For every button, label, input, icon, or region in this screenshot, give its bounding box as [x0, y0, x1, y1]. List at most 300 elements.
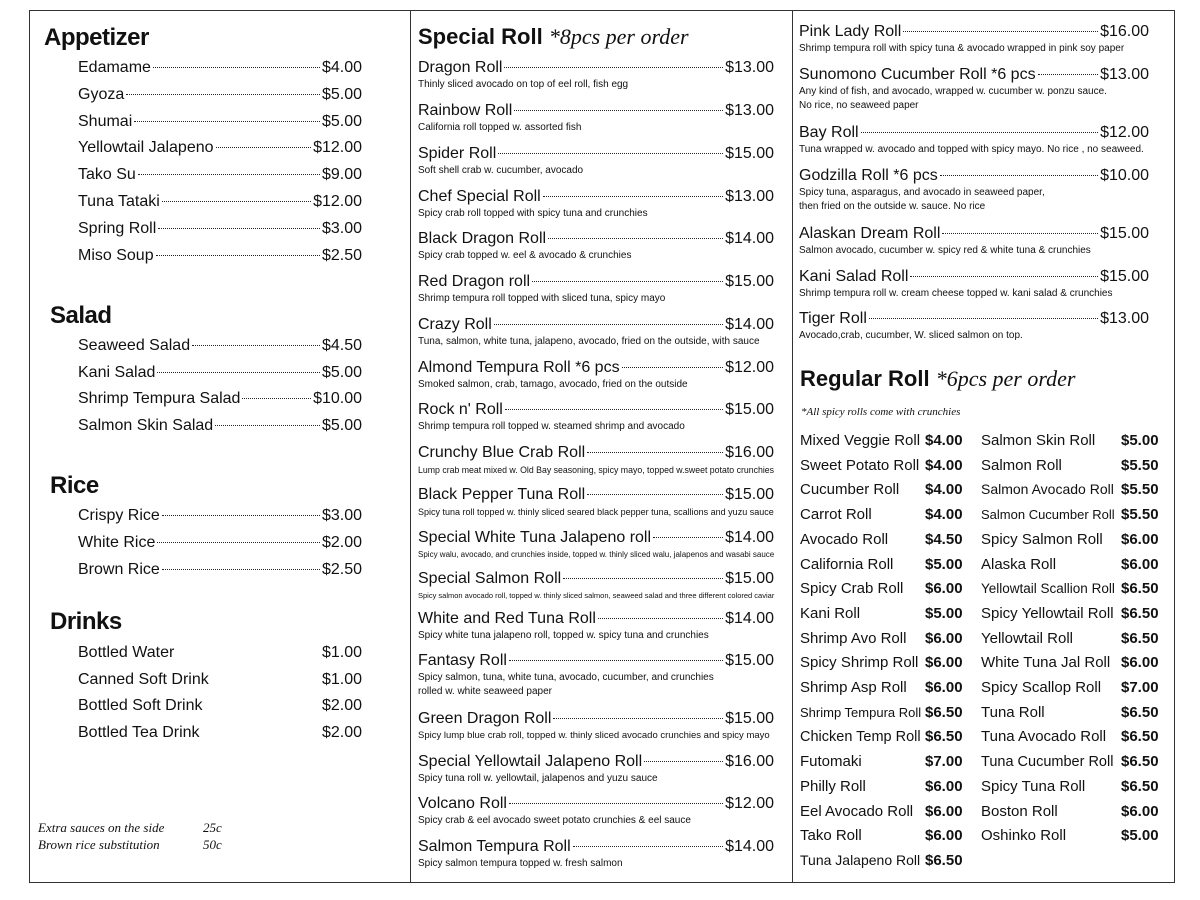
item-name: Futomaki [800, 753, 862, 771]
item-price: $15.00 [725, 710, 774, 727]
item-name: Tiger Roll [799, 310, 867, 327]
menu-item [418, 652, 774, 670]
heading-text: Regular Roll [800, 366, 930, 391]
menu-item [799, 124, 1149, 142]
item-name: Salmon Skin Roll [981, 432, 1096, 449]
item-price: $6.50 [925, 728, 963, 746]
item-price: $16.00 [725, 444, 774, 461]
dot-leader [587, 494, 723, 495]
item-price: $15.00 [725, 652, 774, 669]
regular-roll-item [981, 604, 1159, 622]
item-price: $14.00 [725, 610, 774, 627]
item-name: Mixed Veggie Roll [800, 432, 921, 449]
regular-roll-item [981, 580, 1159, 598]
item-price: $6.00 [925, 827, 963, 845]
item-name: Bottled Soft Drink [78, 697, 203, 715]
item-price: $13.00 [725, 59, 774, 76]
item-price: $5.00 [321, 417, 362, 435]
roll-description: then fried on the outside w. sauce. No rice [799, 201, 986, 212]
dot-leader [162, 201, 311, 202]
item-name: Kani Salad [78, 363, 156, 381]
item-name: Shrimp Tempura Roll [800, 704, 922, 720]
item-price: $5.00 [925, 555, 963, 573]
regular-roll-item [800, 456, 963, 474]
item-price: $2.00 [321, 724, 362, 742]
appetizer-heading: Appetizer [44, 24, 149, 51]
menu-item [418, 188, 774, 206]
item-name: Philly Roll [800, 777, 866, 795]
item-name: Pink Lady Roll [799, 23, 902, 40]
regular-roll-item [800, 703, 963, 721]
dot-leader [644, 761, 723, 762]
item-name: White Tuna Jal Roll [981, 654, 1111, 672]
column-right [793, 10, 1175, 883]
menu-item [78, 507, 362, 525]
menu-item [418, 795, 774, 813]
special-roll [418, 230, 774, 262]
menu-item [78, 390, 362, 408]
menu-item [799, 268, 1149, 286]
item-price: $15.00 [725, 570, 774, 587]
item-name: Crispy Rice [78, 507, 160, 524]
dot-leader [903, 31, 1098, 32]
roll-description: Spicy tuna roll topped w. thinly sliced seared black pepper tuna, scallions and yuzu sauce [418, 507, 774, 517]
special-roll [418, 59, 774, 91]
dot-leader [563, 578, 723, 579]
roll-description: Lump crab meat mixed w. Old Bay seasoning, spicy mayo, topped w.sweet potato crunchies [418, 465, 775, 475]
item-name: Bay Roll [799, 124, 859, 141]
special-roll [799, 225, 1149, 257]
menu-item [78, 59, 362, 77]
item-price: $2.50 [321, 246, 362, 264]
menu-item [78, 139, 362, 157]
roll-description: Soft shell crab w. cucumber, avocado [418, 165, 584, 176]
special-roll [418, 652, 774, 698]
item-price: $7.00 [925, 753, 963, 771]
footnote [38, 820, 222, 836]
item-name: Salmon Avocado Roll [981, 481, 1114, 498]
dot-leader [942, 233, 1098, 234]
regular-roll-item [800, 530, 963, 548]
menu-item [78, 86, 362, 104]
roll-description: Thinly sliced avocado on top of eel roll, fish egg [418, 79, 629, 90]
special-roll [418, 753, 774, 785]
menu-item [799, 23, 1149, 41]
item-price: $15.00 [1100, 268, 1149, 285]
dot-leader [216, 147, 312, 148]
item-price: $13.00 [725, 188, 774, 205]
item-price: $5.00 [321, 85, 362, 103]
item-name: Shrimp Tempura Salad [78, 390, 241, 408]
menu-item [799, 310, 1149, 328]
heading-subtitle: *6pcs per order [935, 366, 1076, 391]
item-name: Spicy Tuna Roll [981, 777, 1086, 795]
dot-leader [157, 542, 320, 543]
regular-roll-item [981, 456, 1159, 474]
special-roll [418, 838, 774, 870]
dot-leader [514, 110, 723, 111]
item-price: $5.00 [321, 112, 362, 130]
item-name: Spicy Salmon Roll [981, 530, 1103, 548]
item-name: Tuna Roll [981, 703, 1045, 721]
dot-leader [509, 660, 723, 661]
special-roll [799, 268, 1149, 300]
menu-item [418, 102, 774, 120]
footnote-text: Brown rice substitution [38, 837, 160, 852]
regular-roll-item [800, 481, 963, 499]
roll-description: rolled w. white seaweed paper [418, 686, 552, 697]
item-price: $15.00 [725, 401, 774, 418]
special-roll [418, 359, 774, 391]
item-name: Alaska Roll [981, 555, 1057, 573]
item-name: Canned Soft Drink [78, 670, 209, 688]
dot-leader [498, 153, 723, 154]
item-name: Tako Roll [800, 827, 862, 845]
menu-item [418, 444, 774, 462]
menu-item [78, 247, 362, 265]
item-name: Tuna Avocado Roll [981, 728, 1107, 746]
dot-leader [653, 537, 723, 538]
item-price: $4.00 [925, 506, 963, 524]
roll-description: Spicy salmon avocado roll, topped w. thinly sliced salmon, seaweed salad and three different colored caviar [418, 591, 775, 600]
item-price: $10.00 [1100, 167, 1149, 184]
menu-item [78, 561, 362, 579]
dot-leader [509, 803, 723, 804]
item-price: $10.00 [313, 390, 362, 408]
item-name: Shrimp Avo Roll [800, 629, 907, 647]
dot-leader [548, 238, 723, 239]
menu-item [418, 145, 774, 163]
roll-description: Salmon avocado, cucumber w. spicy red & white tuna & crunchies [799, 245, 1091, 256]
item-price: $6.00 [1121, 530, 1159, 548]
menu-item [78, 724, 362, 742]
menu-item [418, 59, 774, 77]
item-price: $6.50 [1121, 703, 1159, 721]
item-name: Spicy Crab Roll [800, 580, 904, 598]
menu-item [418, 401, 774, 419]
menu-item [78, 364, 362, 382]
menu-item [799, 167, 1149, 185]
menu-item [78, 671, 362, 689]
item-name: Black Pepper Tuna Roll [418, 486, 586, 503]
dot-leader [869, 318, 1098, 319]
item-name: Tuna Tataki [78, 193, 160, 210]
item-price: $6.00 [1121, 802, 1159, 820]
item-price: $14.00 [725, 529, 774, 546]
item-price: $7.00 [1121, 679, 1159, 696]
special-roll [418, 102, 774, 134]
special-roll [418, 273, 774, 305]
menu-item [78, 113, 362, 131]
dot-leader [940, 175, 1098, 176]
roll-description: Spicy salmon tempura topped w. fresh salmon [418, 858, 623, 869]
regular-roll-item [981, 654, 1159, 672]
item-price: $12.00 [313, 193, 362, 210]
roll-description: Smoked salmon, crab, tamago, avocado, fried on the outside [418, 379, 688, 390]
menu-item [799, 66, 1149, 84]
special-roll [418, 188, 774, 220]
item-name: Salmon Tempura Roll [418, 838, 571, 855]
regular-roll-item [800, 506, 963, 524]
special-roll [799, 167, 1149, 213]
item-name: California Roll [800, 555, 894, 573]
item-name: Spicy Shrimp Roll [800, 654, 919, 672]
roll-description: Spicy crab & eel avocado sweet potato crunchies & eel sauce [418, 815, 691, 826]
roll-description: Spicy salmon, tuna, white tuna, avocado, cucumber, and crunchies [418, 672, 714, 683]
dot-leader [505, 409, 723, 410]
item-name: Yellowtail Scallion Roll [981, 581, 1115, 597]
roll-description: Shrimp tempura roll w. cream cheese topped w. kani salad & crunchies [799, 288, 1113, 299]
dot-leader [126, 94, 320, 95]
item-price: $5.00 [321, 363, 362, 381]
item-price: $3.00 [321, 507, 362, 524]
special-roll [418, 610, 774, 642]
dot-leader [157, 372, 320, 373]
roll-description: Spicy crab roll topped with spicy tuna and crunchies [418, 208, 648, 219]
footnote-price: 25c [203, 820, 222, 835]
item-price: $6.00 [1121, 654, 1159, 672]
dot-leader [543, 196, 723, 197]
regular-roll-item [981, 506, 1159, 524]
special-roll-heading [418, 24, 689, 50]
dot-leader [910, 276, 1098, 277]
roll-description: Shrimp tempura roll topped w. steamed shrimp and avocado [418, 421, 685, 432]
item-name: Crunchy Blue Crab Roll [418, 444, 586, 461]
item-name: Bottled Tea Drink [78, 724, 200, 742]
menu-item [418, 753, 774, 771]
dot-leader [553, 718, 723, 719]
item-price: $6.50 [1121, 728, 1159, 746]
special-roll [418, 401, 774, 433]
item-name: Fantasy Roll [418, 652, 507, 669]
item-name: Shumai [78, 112, 133, 130]
regular-roll-item [800, 679, 963, 696]
regular-roll-item [981, 753, 1159, 771]
menu-item [418, 570, 774, 588]
item-name: Godzilla Roll *6 pcs [799, 167, 938, 184]
item-price: $15.00 [1100, 225, 1149, 242]
item-name: Yellowtail Jalapeno [78, 139, 214, 157]
item-price: $12.00 [725, 795, 774, 812]
item-name: Green Dragon Roll [418, 710, 552, 727]
item-price: $6.50 [1121, 629, 1159, 647]
special-roll [418, 710, 774, 742]
item-price: $5.50 [1121, 481, 1159, 499]
regular-roll-item [981, 728, 1159, 746]
item-name: Carrot Roll [800, 506, 872, 524]
item-name: Rock n' Roll [418, 401, 503, 418]
item-name: Boston Roll [981, 802, 1058, 820]
item-price: $2.50 [321, 561, 362, 578]
item-price: $4.00 [925, 456, 963, 474]
item-name: Avocado Roll [800, 530, 889, 548]
dot-leader [153, 67, 320, 68]
regular-roll-item [981, 432, 1159, 449]
special-roll [799, 124, 1149, 156]
roll-description: Tuna wrapped w. avocado and topped with spicy mayo. No rice , no seaweed. [799, 144, 1144, 155]
regular-roll-item [800, 753, 963, 771]
item-name: Shrimp Asp Roll [800, 679, 907, 696]
item-price: $6.50 [1121, 777, 1159, 795]
roll-description: Avocado,crab, cucumber, W. sliced salmon on top. [799, 330, 1023, 341]
item-name: Edamame [78, 59, 151, 76]
item-price: $4.00 [925, 432, 963, 449]
heading-subtitle: *8pcs per order [548, 24, 689, 49]
special-roll [418, 570, 774, 602]
dot-leader [156, 255, 320, 256]
regular-roll-item [981, 777, 1159, 795]
item-name: Almond Tempura Roll *6 pcs [418, 359, 620, 376]
item-name: Spring Roll [78, 219, 157, 237]
special-roll [418, 486, 774, 518]
item-price: $6.50 [925, 703, 963, 721]
roll-description: Spicy tuna, asparagus, and avocado in seaweed paper, [799, 187, 1045, 198]
item-name: White Rice [78, 534, 156, 551]
item-price: $9.00 [321, 166, 362, 184]
regular-roll-item [981, 679, 1159, 696]
heading-text: Special Roll [418, 24, 543, 49]
footnote-price: 50c [203, 837, 222, 852]
item-name: Cucumber Roll [800, 481, 900, 499]
dot-leader [242, 398, 311, 399]
regular-roll-item [800, 432, 963, 449]
menu-item [418, 486, 774, 504]
menu-item [78, 166, 362, 184]
item-name: Special Yellowtail Jalapeno Roll [418, 753, 643, 770]
item-price: $6.00 [925, 654, 963, 672]
dot-leader [1038, 74, 1099, 75]
item-price: $12.00 [1100, 124, 1149, 141]
item-price: $6.50 [925, 851, 963, 869]
item-price: $5.50 [1121, 506, 1159, 524]
item-name: Sweet Potato Roll [800, 456, 920, 474]
item-price: $14.00 [725, 316, 774, 333]
menu-item [78, 697, 362, 715]
item-name: Sunomono Cucumber Roll *6 pcs [799, 66, 1036, 83]
regular-roll-item [800, 728, 963, 746]
regular-roll-item [800, 604, 963, 622]
roll-description: California roll topped w. assorted fish [418, 122, 582, 133]
item-name: Gyoza [78, 85, 125, 103]
item-name: Tuna Jalapeno Roll [800, 851, 921, 868]
dot-leader [158, 228, 320, 229]
item-name: Spicy Yellowtail Roll [981, 604, 1114, 622]
dot-leader [162, 515, 320, 516]
dot-leader [573, 846, 723, 847]
item-name: Tuna Cucumber Roll [981, 754, 1114, 771]
item-price: $6.00 [925, 679, 963, 696]
regular-roll-item [981, 703, 1159, 721]
item-price: $1.00 [321, 670, 362, 688]
item-price: $12.00 [313, 139, 362, 157]
item-name: Miso Soup [78, 246, 154, 264]
spicy-note: *All spicy rolls come with crunchies [801, 406, 961, 418]
menu-item [799, 225, 1149, 243]
regular-roll-item [800, 629, 963, 647]
dot-leader [215, 425, 320, 426]
item-name: Tako Su [78, 166, 136, 184]
item-name: Salmon Roll [981, 456, 1062, 474]
item-price: $5.00 [925, 604, 963, 622]
item-name: Spider Roll [418, 145, 497, 162]
roll-description: No rice, no seaweed paper [799, 100, 919, 111]
item-price: $6.50 [1121, 753, 1159, 771]
menu-item [418, 316, 774, 334]
roll-description: Tuna, salmon, white tuna, jalapeno, avocado, fried on the outside, with sauce [418, 336, 760, 347]
special-roll [799, 66, 1149, 112]
dot-leader [861, 132, 1098, 133]
item-price: $16.00 [1100, 23, 1149, 40]
roll-description: Shrimp tempura roll with spicy tuna & avocado wrapped in pink soy paper [799, 43, 1125, 54]
item-name: Crazy Roll [418, 316, 492, 333]
item-name: White and Red Tuna Roll [418, 610, 596, 627]
menu-item [418, 359, 774, 377]
item-name: Chicken Temp Roll [800, 729, 921, 746]
special-roll [799, 23, 1149, 55]
regular-roll-item [981, 530, 1159, 548]
item-name: Yellowtail Roll [981, 629, 1073, 647]
item-name: Dragon Roll [418, 59, 503, 76]
menu-item [78, 193, 362, 211]
regular-roll-item [800, 851, 963, 869]
item-price: $14.00 [725, 230, 774, 247]
dot-leader [138, 174, 320, 175]
roll-description: Spicy lump blue crab roll, topped w. thinly sliced avocado crunchies and spicy mayo [418, 730, 770, 741]
regular-roll-heading [800, 366, 1075, 392]
menu-item [418, 710, 774, 728]
salad-heading: Salad [50, 302, 112, 329]
special-roll [418, 529, 774, 561]
item-name: Black Dragon Roll [418, 230, 547, 247]
item-price: $14.00 [725, 838, 774, 855]
special-roll [418, 316, 774, 348]
special-roll [418, 145, 774, 177]
regular-roll-item [800, 802, 963, 820]
item-price: $6.00 [925, 629, 963, 647]
dot-leader [494, 324, 723, 325]
item-name: Oshinko Roll [981, 827, 1067, 845]
item-price: $12.00 [725, 359, 774, 376]
item-price: $6.00 [925, 777, 963, 795]
menu-item [78, 417, 362, 435]
item-price: $6.00 [925, 580, 963, 598]
dot-leader [598, 618, 723, 619]
item-price: $4.00 [321, 59, 362, 76]
roll-description: Any kind of fish, and avocado, wrapped w. cucumber w. ponzu sauce. [799, 86, 1107, 97]
regular-roll-item [800, 555, 963, 573]
column-left [30, 10, 410, 883]
special-roll [418, 444, 774, 476]
menu-item [418, 230, 774, 248]
item-name: Chef Special Roll [418, 188, 541, 205]
regular-roll-item [800, 827, 963, 845]
item-price: $13.00 [1100, 310, 1149, 327]
menu-item [78, 337, 362, 355]
item-price: $15.00 [725, 145, 774, 162]
roll-description: Spicy crab topped w. eel & avocado & crunchies [418, 250, 632, 261]
regular-roll-item [800, 654, 963, 672]
footnote-text: Extra sauces on the side [38, 820, 165, 835]
dot-leader [532, 281, 723, 282]
column-special-rolls [411, 10, 791, 883]
item-name: Kani Salad Roll [799, 268, 909, 285]
item-price: $13.00 [1100, 66, 1149, 83]
dot-leader [192, 345, 320, 346]
item-price: $4.50 [321, 337, 362, 354]
item-name: Spicy Scallop Roll [981, 679, 1102, 696]
menu-item [78, 220, 362, 238]
item-name: Seaweed Salad [78, 337, 191, 354]
